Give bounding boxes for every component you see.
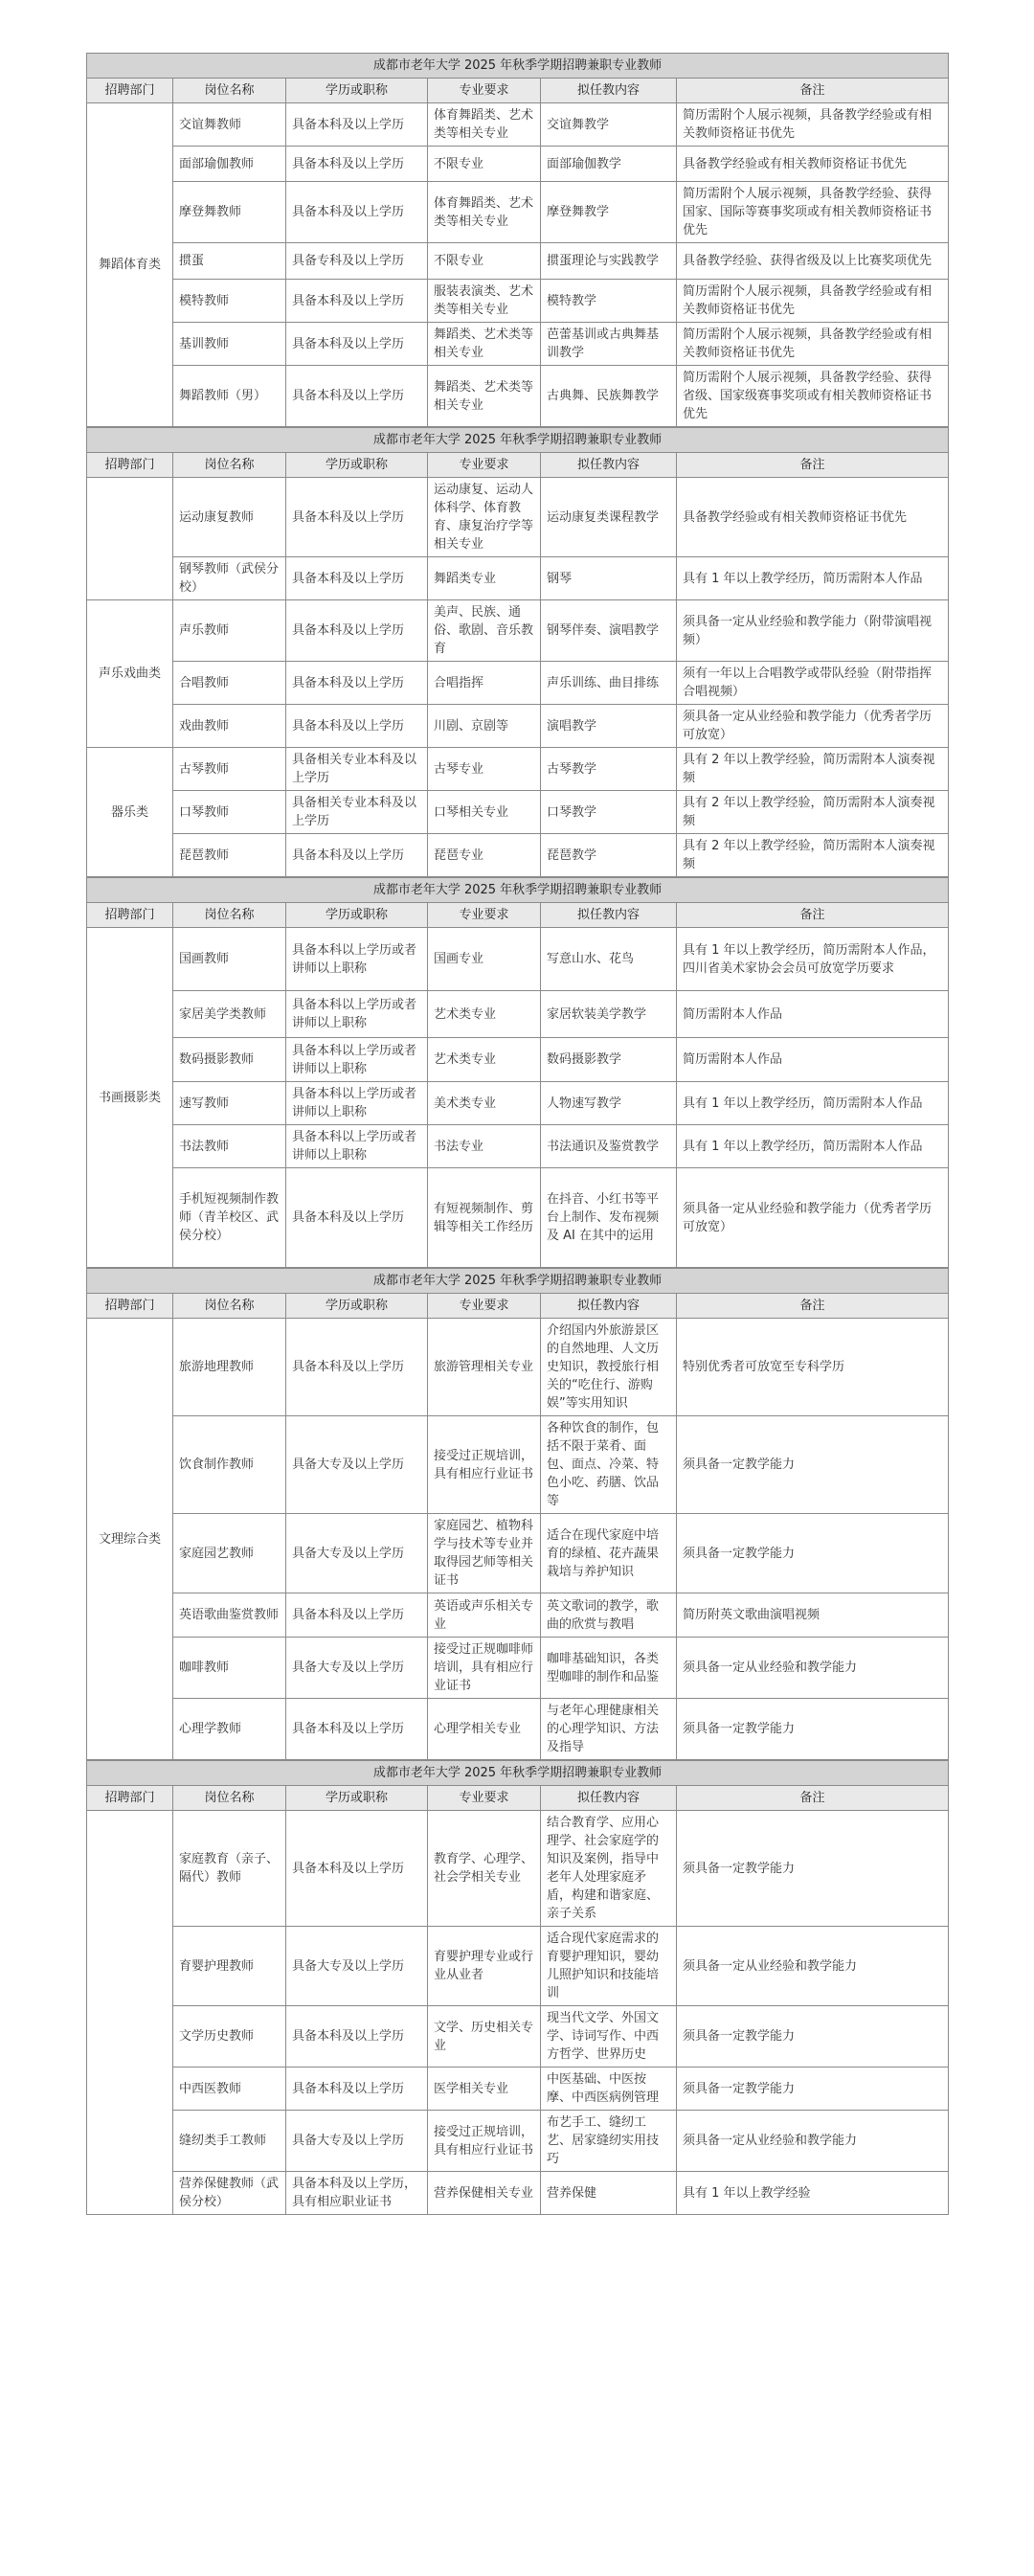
- table-row: [87, 478, 949, 557]
- header-content: 拟任教内容: [541, 1786, 677, 1811]
- major-cell: 舞蹈类、艺术类等相关专业: [428, 323, 541, 366]
- content-cell: 咖啡基础知识，各类型咖啡的制作和品鉴: [541, 1638, 677, 1699]
- header-position: 岗位名称: [173, 453, 286, 478]
- note-cell: 须具备一定从业经验和教学能力: [677, 1638, 949, 1699]
- education-cell: 具备本科及以上学历: [286, 1811, 428, 1927]
- major-cell: 川剧、京剧等: [428, 705, 541, 748]
- table-row: [87, 1593, 949, 1638]
- header-major: 专业要求: [428, 1294, 541, 1319]
- education-cell: 具备本科以上学历或者讲师以上职称: [286, 1125, 428, 1168]
- header-major: 专业要求: [428, 903, 541, 928]
- major-cell: 合唱指挥: [428, 662, 541, 705]
- table-row: [87, 1125, 949, 1168]
- note-cell: 具有 2 年以上教学经验，简历需附本人演奏视频: [677, 834, 949, 877]
- position-cell: 钢琴教师（武侯分校）: [173, 557, 286, 600]
- note-cell: 特别优秀者可放宽至专科学历: [677, 1319, 949, 1416]
- table-row: [87, 928, 949, 991]
- table-row: [87, 1638, 949, 1699]
- note-cell: 简历需附个人展示视频，具备教学经验、获得省级、国家级赛事奖项或有相关教师资格证书优先: [677, 366, 949, 427]
- position-cell: 育婴护理教师: [173, 1927, 286, 2006]
- education-cell: 具备本科及以上学历: [286, 366, 428, 427]
- header-dept: 招聘部门: [87, 903, 173, 928]
- position-cell: 心理学教师: [173, 1699, 286, 1760]
- position-cell: 家庭教育（亲子、隔代）教师: [173, 1811, 286, 1927]
- position-cell: 手机短视频制作教师（青羊校区、武侯分校）: [173, 1168, 286, 1268]
- note-cell: 具备教学经验或有相关教师资格证书优先: [677, 147, 949, 182]
- recruitment-document: [86, 53, 948, 2215]
- note-cell: 须具备一定从业经验和教学能力（优秀者学历可放宽）: [677, 1168, 949, 1268]
- recruitment-table: [86, 877, 949, 1268]
- note-cell: 简历附英文歌曲演唱视频: [677, 1593, 949, 1638]
- education-cell: 具备本科及以上学历: [286, 557, 428, 600]
- education-cell: 具备本科及以上学历: [286, 1593, 428, 1638]
- content-cell: 面部瑜伽教学: [541, 147, 677, 182]
- education-cell: 具备本科及以上学历: [286, 478, 428, 557]
- header-content: 拟任教内容: [541, 453, 677, 478]
- note-cell: 简历需附本人作品: [677, 1038, 949, 1082]
- note-cell: 具有 2 年以上教学经验，简历需附本人演奏视频: [677, 791, 949, 834]
- education-cell: 具备本科及以上学历: [286, 1699, 428, 1760]
- header-note: 备注: [677, 1294, 949, 1319]
- note-cell: 须具备一定教学能力: [677, 2068, 949, 2111]
- header-major: 专业要求: [428, 1786, 541, 1811]
- major-cell: 美声、民族、通俗、歌剧、音乐教育: [428, 600, 541, 662]
- major-cell: 体育舞蹈类、艺术类等相关专业: [428, 103, 541, 147]
- education-cell: 具备本科及以上学历: [286, 182, 428, 243]
- content-cell: 布艺手工、缝纫工艺、居家缝纫实用技巧: [541, 2111, 677, 2172]
- education-cell: 具备本科及以上学历: [286, 147, 428, 182]
- table-row: [87, 991, 949, 1038]
- content-cell: 介绍国内外旅游景区的自然地理、人文历史知识，教授旅行相关的“吃住行、游购娱”等实用知识: [541, 1319, 677, 1416]
- content-cell: 写意山水、花鸟: [541, 928, 677, 991]
- major-cell: 英语或声乐相关专业: [428, 1593, 541, 1638]
- table-row: [87, 2172, 949, 2215]
- table-header-row: [87, 79, 949, 103]
- header-position: 岗位名称: [173, 79, 286, 103]
- header-note: 备注: [677, 903, 949, 928]
- table-row: [87, 366, 949, 427]
- header-major: 专业要求: [428, 79, 541, 103]
- note-cell: 须具备一定教学能力: [677, 1416, 949, 1514]
- header-note: 备注: [677, 453, 949, 478]
- education-cell: 具备本科及以上学历: [286, 1319, 428, 1416]
- education-cell: 具备本科及以上学历: [286, 323, 428, 366]
- department-cell: 器乐类: [87, 748, 173, 877]
- table-row: [87, 2006, 949, 2068]
- table-header-row: [87, 1294, 949, 1319]
- major-cell: 不限专业: [428, 243, 541, 280]
- table-row: [87, 243, 949, 280]
- note-cell: 须具备一定从业经验和教学能力: [677, 1927, 949, 2006]
- position-cell: 书法教师: [173, 1125, 286, 1168]
- major-cell: 服装表演类、艺术类等相关专业: [428, 280, 541, 323]
- education-cell: 具备本科及以上学历: [286, 1168, 428, 1268]
- table-row: [87, 1038, 949, 1082]
- position-cell: 面部瑜伽教师: [173, 147, 286, 182]
- table-row: [87, 791, 949, 834]
- major-cell: 国画专业: [428, 928, 541, 991]
- note-cell: 具备教学经验、获得省级及以上比赛奖项优先: [677, 243, 949, 280]
- education-cell: 具备大专及以上学历: [286, 1638, 428, 1699]
- education-cell: 具备本科及以上学历: [286, 705, 428, 748]
- position-cell: 家居美学类教师: [173, 991, 286, 1038]
- note-cell: 简历需附个人展示视频，具备教学经验或有相关教师资格证书优先: [677, 280, 949, 323]
- position-cell: 旅游地理教师: [173, 1319, 286, 1416]
- major-cell: 家庭园艺、植物科学与技术等专业并取得园艺师等相关证书: [428, 1514, 541, 1593]
- note-cell: 具有 1 年以上教学经历，简历需附本人作品: [677, 1082, 949, 1125]
- major-cell: 接受过正规培训，具有相应行业证书: [428, 1416, 541, 1514]
- table-title: 成都市老年大学 2025 年秋季学期招聘兼职专业教师: [87, 878, 949, 903]
- education-cell: 具备本科及以上学历: [286, 600, 428, 662]
- content-cell: 声乐训练、曲目排练: [541, 662, 677, 705]
- note-cell: 简历需附本人作品: [677, 991, 949, 1038]
- table-title-row: [87, 428, 949, 453]
- position-cell: 舞蹈教师（男）: [173, 366, 286, 427]
- header-position: 岗位名称: [173, 1786, 286, 1811]
- table-header-row: [87, 453, 949, 478]
- table-row: [87, 1811, 949, 1927]
- major-cell: 营养保健相关专业: [428, 2172, 541, 2215]
- education-cell: 具备本科以上学历或者讲师以上职称: [286, 991, 428, 1038]
- content-cell: 书法通识及鉴赏教学: [541, 1125, 677, 1168]
- table-row: [87, 2068, 949, 2111]
- header-major: 专业要求: [428, 453, 541, 478]
- recruitment-table: [86, 427, 949, 877]
- major-cell: 美术类专业: [428, 1082, 541, 1125]
- table-title: 成都市老年大学 2025 年秋季学期招聘兼职专业教师: [87, 1269, 949, 1294]
- position-cell: 文学历史教师: [173, 2006, 286, 2068]
- content-cell: 英文歌词的教学，歌曲的欣赏与教唱: [541, 1593, 677, 1638]
- note-cell: 具有 2 年以上教学经验，简历需附本人演奏视频: [677, 748, 949, 791]
- recruitment-table: [86, 1268, 949, 1760]
- table-row: [87, 323, 949, 366]
- position-cell: 掼蛋: [173, 243, 286, 280]
- position-cell: 速写教师: [173, 1082, 286, 1125]
- position-cell: 声乐教师: [173, 600, 286, 662]
- note-cell: 具有 1 年以上教学经验: [677, 2172, 949, 2215]
- table-header-row: [87, 1786, 949, 1811]
- content-cell: 口琴教学: [541, 791, 677, 834]
- table-title-row: [87, 1269, 949, 1294]
- position-cell: 家庭园艺教师: [173, 1514, 286, 1593]
- department-cell: 舞蹈体育类: [87, 103, 173, 427]
- content-cell: 适合现代家庭需求的育婴护理知识，婴幼儿照护知识和技能培训: [541, 1927, 677, 2006]
- position-cell: 合唱教师: [173, 662, 286, 705]
- department-cell: 文理综合类: [87, 1319, 173, 1760]
- major-cell: 琵琶专业: [428, 834, 541, 877]
- education-cell: 具备大专及以上学历: [286, 1514, 428, 1593]
- header-education: 学历或职称: [286, 79, 428, 103]
- major-cell: 接受过正规咖啡师培训，具有相应行业证书: [428, 1638, 541, 1699]
- content-cell: 数码摄影教学: [541, 1038, 677, 1082]
- note-cell: 简历需附个人展示视频，具备教学经验或有相关教师资格证书优先: [677, 103, 949, 147]
- table-row: [87, 600, 949, 662]
- education-cell: 具备本科及以上学历: [286, 2006, 428, 2068]
- position-cell: 口琴教师: [173, 791, 286, 834]
- position-cell: 摩登舞教师: [173, 182, 286, 243]
- table-row: [87, 557, 949, 600]
- header-dept: 招聘部门: [87, 79, 173, 103]
- education-cell: 具备本科及以上学历: [286, 280, 428, 323]
- note-cell: 简历需附个人展示视频，具备教学经验或有相关教师资格证书优先: [677, 323, 949, 366]
- header-content: 拟任教内容: [541, 903, 677, 928]
- education-cell: 具备本科及以上学历: [286, 662, 428, 705]
- content-cell: 结合教育学、应用心理学、社会家庭学的知识及案例，指导中老年人处理家庭矛盾，构建和谐家庭、亲子关系: [541, 1811, 677, 1927]
- education-cell: 具备大专及以上学历: [286, 1416, 428, 1514]
- content-cell: 古典舞、民族舞教学: [541, 366, 677, 427]
- table-row: [87, 147, 949, 182]
- table-row: [87, 103, 949, 147]
- table-row: [87, 2111, 949, 2172]
- position-cell: 数码摄影教师: [173, 1038, 286, 1082]
- header-education: 学历或职称: [286, 1294, 428, 1319]
- table-title: 成都市老年大学 2025 年秋季学期招聘兼职专业教师: [87, 1761, 949, 1786]
- note-cell: 具有 1 年以上教学经历，简历需附本人作品: [677, 557, 949, 600]
- content-cell: 适合在现代家庭中培育的绿植、花卉蔬果栽培与养护知识: [541, 1514, 677, 1593]
- table-title-row: [87, 1761, 949, 1786]
- position-cell: 模特教师: [173, 280, 286, 323]
- position-cell: 运动康复教师: [173, 478, 286, 557]
- table-row: [87, 1416, 949, 1514]
- position-cell: 中西医教师: [173, 2068, 286, 2111]
- note-cell: 须具备一定从业经验和教学能力: [677, 2111, 949, 2172]
- header-content: 拟任教内容: [541, 1294, 677, 1319]
- content-cell: 家居软装美学教学: [541, 991, 677, 1038]
- major-cell: 教育学、心理学、社会学相关专业: [428, 1811, 541, 1927]
- note-cell: 须具备一定教学能力: [677, 1699, 949, 1760]
- department-cell: [87, 1811, 173, 2215]
- content-cell: 琵琶教学: [541, 834, 677, 877]
- major-cell: 育婴护理专业或行业从业者: [428, 1927, 541, 2006]
- table-header-row: [87, 903, 949, 928]
- content-cell: 在抖音、小红书等平台上制作、发布视频及 AI 在其中的运用: [541, 1168, 677, 1268]
- table-row: [87, 834, 949, 877]
- position-cell: 交谊舞教师: [173, 103, 286, 147]
- major-cell: 医学相关专业: [428, 2068, 541, 2111]
- position-cell: 古琴教师: [173, 748, 286, 791]
- content-cell: 交谊舞教学: [541, 103, 677, 147]
- education-cell: 具备本科及以上学历: [286, 2068, 428, 2111]
- major-cell: 旅游管理相关专业: [428, 1319, 541, 1416]
- header-education: 学历或职称: [286, 453, 428, 478]
- note-cell: 须具备一定教学能力: [677, 1811, 949, 1927]
- position-cell: 基训教师: [173, 323, 286, 366]
- content-cell: 掼蛋理论与实践教学: [541, 243, 677, 280]
- education-cell: 具备本科及以上学历: [286, 103, 428, 147]
- header-note: 备注: [677, 79, 949, 103]
- table-row: [87, 1082, 949, 1125]
- major-cell: 舞蹈类专业: [428, 557, 541, 600]
- education-cell: 具备大专及以上学历: [286, 2111, 428, 2172]
- note-cell: 具有 1 年以上教学经历，简历需附本人作品，四川省美术家协会会员可放宽学历要求: [677, 928, 949, 991]
- note-cell: 须具备一定从业经验和教学能力（优秀者学历可放宽）: [677, 705, 949, 748]
- note-cell: 须具备一定从业经验和教学能力（附带演唱视频）: [677, 600, 949, 662]
- content-cell: 摩登舞教学: [541, 182, 677, 243]
- table-row: [87, 1168, 949, 1268]
- content-cell: 钢琴: [541, 557, 677, 600]
- table-row: [87, 1319, 949, 1416]
- major-cell: 接受过正规培训，具有相应行业证书: [428, 2111, 541, 2172]
- table-title: 成都市老年大学 2025 年秋季学期招聘兼职专业教师: [87, 54, 949, 79]
- header-dept: 招聘部门: [87, 1786, 173, 1811]
- position-cell: 戏曲教师: [173, 705, 286, 748]
- table-row: [87, 182, 949, 243]
- major-cell: 运动康复、运动人体科学、体育教育、康复治疗学等相关专业: [428, 478, 541, 557]
- table-row: [87, 748, 949, 791]
- education-cell: 具备本科及以上学历，具有相应职业证书: [286, 2172, 428, 2215]
- position-cell: 饮食制作教师: [173, 1416, 286, 1514]
- education-cell: 具备本科以上学历或者讲师以上职称: [286, 1082, 428, 1125]
- note-cell: 具有 1 年以上教学经历，简历需附本人作品: [677, 1125, 949, 1168]
- content-cell: 中医基础、中医按摩、中西医病例管理: [541, 2068, 677, 2111]
- note-cell: 简历需附个人展示视频，具备教学经验、获得国家、国际等赛事奖项或有相关教师资格证书优先: [677, 182, 949, 243]
- table-row: [87, 705, 949, 748]
- table-title: 成都市老年大学 2025 年秋季学期招聘兼职专业教师: [87, 428, 949, 453]
- education-cell: 具备专科及以上学历: [286, 243, 428, 280]
- major-cell: 心理学相关专业: [428, 1699, 541, 1760]
- table-title-row: [87, 878, 949, 903]
- content-cell: 现当代文学、外国文学、诗词写作、中西方哲学、世界历史: [541, 2006, 677, 2068]
- major-cell: 艺术类专业: [428, 1038, 541, 1082]
- position-cell: 咖啡教师: [173, 1638, 286, 1699]
- major-cell: 体育舞蹈类、艺术类等相关专业: [428, 182, 541, 243]
- header-content: 拟任教内容: [541, 79, 677, 103]
- content-cell: 运动康复类课程教学: [541, 478, 677, 557]
- table-row: [87, 1699, 949, 1760]
- note-cell: 须具备一定教学能力: [677, 2006, 949, 2068]
- education-cell: 具备相关专业本科及以上学历: [286, 748, 428, 791]
- content-cell: 演唱教学: [541, 705, 677, 748]
- major-cell: 有短视频制作、剪辑等相关工作经历: [428, 1168, 541, 1268]
- header-note: 备注: [677, 1786, 949, 1811]
- note-cell: 须具备一定教学能力: [677, 1514, 949, 1593]
- content-cell: 古琴教学: [541, 748, 677, 791]
- table-row: [87, 1927, 949, 2006]
- education-cell: 具备本科以上学历或者讲师以上职称: [286, 1038, 428, 1082]
- content-cell: 人物速写教学: [541, 1082, 677, 1125]
- content-cell: 各种饮食的制作，包括不限于菜肴、面包、面点、冷菜、特色小吃、药膳、饮品等: [541, 1416, 677, 1514]
- header-position: 岗位名称: [173, 903, 286, 928]
- table-row: [87, 280, 949, 323]
- content-cell: 芭蕾基训或古典舞基训教学: [541, 323, 677, 366]
- major-cell: 舞蹈类、艺术类等相关专业: [428, 366, 541, 427]
- position-cell: 缝纫类手工教师: [173, 2111, 286, 2172]
- header-dept: 招聘部门: [87, 1294, 173, 1319]
- content-cell: 模特教学: [541, 280, 677, 323]
- education-cell: 具备本科以上学历或者讲师以上职称: [286, 928, 428, 991]
- recruitment-table: [86, 53, 949, 427]
- header-education: 学历或职称: [286, 1786, 428, 1811]
- major-cell: 书法专业: [428, 1125, 541, 1168]
- recruitment-table: [86, 1760, 949, 2215]
- content-cell: 与老年心理健康相关的心理学知识、方法及指导: [541, 1699, 677, 1760]
- content-cell: 营养保健: [541, 2172, 677, 2215]
- major-cell: 口琴相关专业: [428, 791, 541, 834]
- note-cell: 具备教学经验或有相关教师资格证书优先: [677, 478, 949, 557]
- header-education: 学历或职称: [286, 903, 428, 928]
- table-row: [87, 1514, 949, 1593]
- major-cell: 文学、历史相关专业: [428, 2006, 541, 2068]
- table-title-row: [87, 54, 949, 79]
- department-cell: 书画摄影类: [87, 928, 173, 1268]
- major-cell: 古琴专业: [428, 748, 541, 791]
- department-cell: 声乐戏曲类: [87, 600, 173, 748]
- position-cell: 英语歌曲鉴赏教师: [173, 1593, 286, 1638]
- education-cell: 具备本科及以上学历: [286, 834, 428, 877]
- note-cell: 须有一年以上合唱教学或带队经验（附带指挥合唱视频）: [677, 662, 949, 705]
- education-cell: 具备相关专业本科及以上学历: [286, 791, 428, 834]
- table-row: [87, 662, 949, 705]
- major-cell: 艺术类专业: [428, 991, 541, 1038]
- education-cell: 具备大专及以上学历: [286, 1927, 428, 2006]
- header-dept: 招聘部门: [87, 453, 173, 478]
- position-cell: 国画教师: [173, 928, 286, 991]
- position-cell: 营养保健教师（武侯分校）: [173, 2172, 286, 2215]
- major-cell: 不限专业: [428, 147, 541, 182]
- content-cell: 钢琴伴奏、演唱教学: [541, 600, 677, 662]
- header-position: 岗位名称: [173, 1294, 286, 1319]
- position-cell: 琵琶教师: [173, 834, 286, 877]
- department-cell: [87, 478, 173, 600]
